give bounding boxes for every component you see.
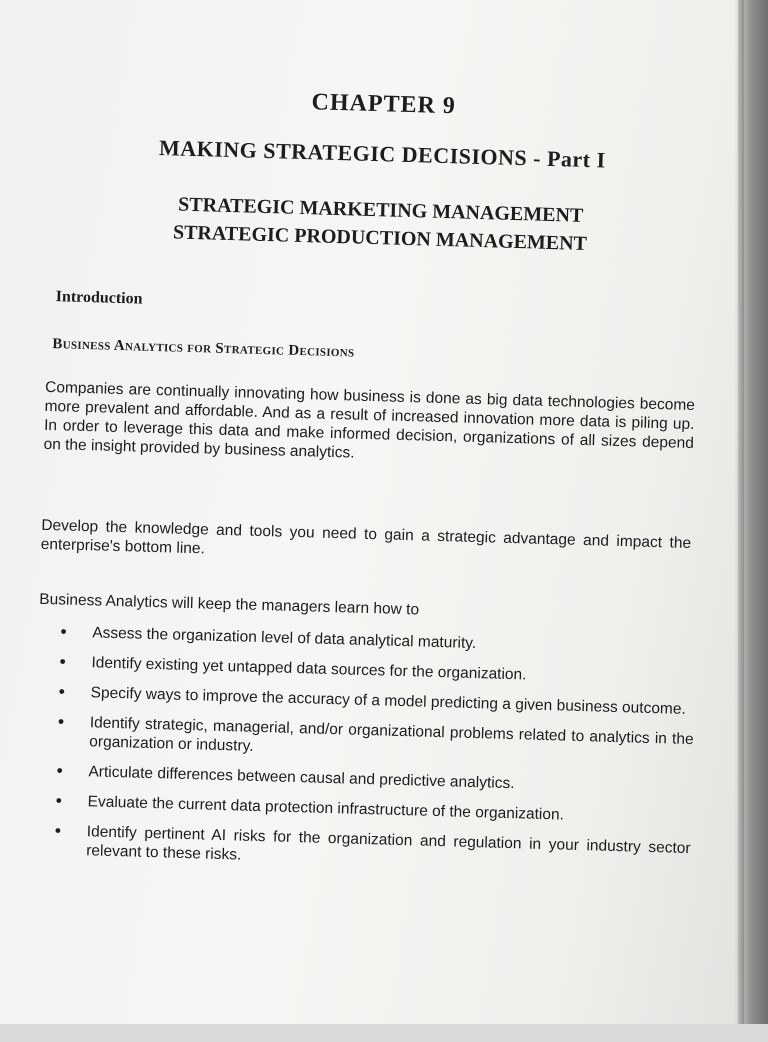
section-heading: Business Analytics for Strategic Decisions [52,336,355,361]
bullet-dot: • [59,651,67,672]
chapter-title: MAKING STRATEGIC DECISIONS - Part I [158,134,606,173]
paragraph-develop: Develop the knowledge and tools you need to gain a strategic advantage and impact the enterprise's bottom line. [40,516,692,558]
list-item [33,712,694,768]
page-edge-shadow [734,0,744,1024]
paragraph-business-analytics: Business Analytics will keep the managers learn how to [39,590,420,619]
bullet-list [30,622,697,888]
introduction-heading: Introduction [55,288,143,308]
paragraph-companies: Companies are continually innovating how business is done as big data technologies become more prevalent and affordable. And as a result of increased innovation more data is piling up. In order to leverage this data and make informed decision, organizations of all sizes depend on the insight provided by business analytics. [43,378,696,462]
list-item-text: Specify ways to improve the accuracy of a model predicting a given business outcome. [90,684,687,718]
list-item-text: Identify existing yet untapped data sources for the organization. [91,654,527,684]
bullet-dot: • [54,820,62,841]
subtitle-marketing: STRATEGIC MARKETING MANAGEMENT [177,193,584,227]
bullet-dot: • [55,790,63,811]
list-item [30,821,691,877]
bullet-dot: • [60,621,67,642]
list-item-text: Identify pertinent AI risks for the organization and regulation in your industry sector relevant to these risks. [86,823,691,864]
chapter-number: CHAPTER 9 [311,89,457,120]
list-item-text: Assess the organization level of data analytical maturity. [92,624,477,653]
subtitle-production: STRATEGIC PRODUCTION MANAGEMENT [172,221,588,255]
bullet-dot: • [57,711,65,732]
list-item-text: Evaluate the current data protection infrastructure of the organization. [87,793,565,824]
list-item-text: Articulate differences between causal and predictive analytics. [88,763,515,793]
page-content [25,0,718,1042]
list-item-text: Identify strategic, managerial, and/or organizational problems related to analytics in the organization or industry. [89,714,694,755]
bullet-dot: • [56,760,64,781]
bullet-dot: • [58,681,66,702]
